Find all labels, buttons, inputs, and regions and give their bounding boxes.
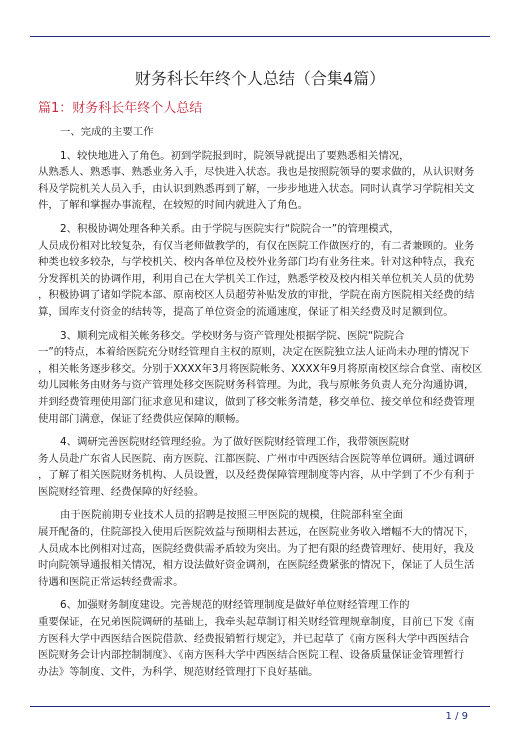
paragraph-line: 一”的特点，本着给医院充分财经管理自主权的原则，决定在医院独立法人证尚未办理的情况下 [38, 346, 470, 359]
paragraph-line: 科及学院机关人员入手，由认识到熟悉再到了解，一步步地进入状态。同时认真学习学院相关文 [38, 182, 475, 195]
paragraph-line: ，积极协调了诸如学院本部、原南校区人员超劳补贴发放的审批，学院在南方医院相关经费的结 [38, 289, 475, 302]
paragraph-line: 种类也较多较杂，与学校机关、校内各单位及校外业务部门均有业务往来。针对这种特点，我充 [38, 256, 475, 269]
paragraph-line: 办法》等制度、文件，为科学、规范财经管理打下良好基础。 [38, 665, 319, 678]
paragraph-line: 务人员赴广东省人民医院、南方医院、江都医院、广州市中西医结合医院等单位调研。通过调研 [38, 452, 475, 465]
page-indicator: 1 / 9 [445, 711, 468, 722]
paragraph-line: 6、加强财务制度建设。完善规范的财经管理制度是做好单位财经管理工作的 [60, 599, 410, 612]
paragraph-line: 医院财务会计内部控制制度》、《南方医科大学中西医结合医院工程、设备质量保证金管理暂行 [38, 649, 465, 662]
paragraph-line: 重要保证，在兄弟医院调研的基础上，我牵头起草制订相关财经管理规章制度，目前已下发《南 [38, 616, 475, 629]
paragraph-line: 从熟悉人、熟悉事、熟悉业务入手，尽快进入状态。我也是按照院领导的要求做的，从认识财务 [38, 166, 475, 179]
section-heading: 篇1：财务科长年终个人总结 [38, 101, 203, 116]
paragraph-line: 4、调研完善医院财经管理经验。为了做好医院财经管理工作，我带领医院财 [60, 436, 410, 449]
paragraph-line: 算，国库支付资金的结转等，提高了单位资金的流通速度，保证了相关经费及时足额到位。 [38, 305, 454, 318]
paragraph-line: 方医科大学中西医结合医院借款、经费报销暂行规定》，并已起草了《南方医科大学中西医结合 [38, 632, 470, 645]
paragraph-line: 分发挥机关的协调作用，利用自己在大学机关工作过，熟悉学校及校内相关单位机关人员的优势 [38, 272, 475, 285]
paragraph [38, 328, 490, 428]
paragraph [38, 597, 490, 680]
paragraph [38, 507, 490, 590]
paragraph [38, 221, 490, 321]
footer-rule [30, 706, 490, 707]
paragraph-line: 1、较快地进入了角色。初到学院报到时，院领导就提出了要熟悉相关情况， [60, 149, 410, 162]
paragraph-line: 并到经费管理使用部门征求意见和建议，做到了移交帐务清楚，移交单位、接交单位和经费管理 [38, 395, 475, 408]
paragraph-line: 展开配备的，住院部投入使用后医院效益与预期相去甚远，在医院业务收入增幅不大的情况下， [38, 526, 475, 539]
paragraph-line: 人员成本比例相对过高，医院经费供需矛盾较为突出。为了把有限的经费管理好、使用好，我及 [38, 542, 475, 555]
paragraph-line: ，了解了相关医院财务机构、人员设置，以及经费保障管理制度等内容，从中学到了不少有利于 [38, 469, 475, 482]
paragraph [38, 148, 490, 214]
paragraph-line: 幼儿园帐务由财务与资产管理处移交医院财务科管理。为此，我与原帐务负责人充分沟通协调， [38, 379, 475, 392]
paragraph-line: 医院财经管理、经费保障的好经验。 [38, 485, 205, 498]
document-body [38, 124, 490, 680]
paragraph-line: 一、完成的主要工作 [60, 126, 154, 138]
paragraph-line: 2、积极协调处理各种关系。由于学院与医院实行“院院合一”的管理模式， [60, 222, 400, 235]
paragraph-line: 件，了解和掌握办事流程，在较短的时间内就进入了角色。 [38, 199, 309, 212]
document-title: 财务科长年终个人总结（合集4篇） [134, 69, 386, 88]
paragraph [38, 434, 490, 500]
paragraph-line: 时向院领导通报相关情况，相方设法做好资金调剂，在医院经费紧张的情况下，保证了人员生活 [38, 559, 475, 572]
paragraph-line: ，相关帐务逐步移交。分别于XXXX年3月将医院帐务、XXXX年9月将原南校区综合食堂、南校区 [38, 362, 483, 375]
header-rule [30, 36, 490, 37]
paragraph-line: 3、顺利完成相关帐务移交。学校财务与资产管理处根据学院、医院“院院合 [60, 329, 405, 342]
paragraph-line: 待遇和医院正常运转经费需求。 [38, 575, 184, 588]
paragraph-line: 由于医院前期专业技术人员的招聘是按照三甲医院的规模，住院部科室全面 [60, 509, 403, 522]
paragraph-heading [38, 124, 490, 141]
paragraph-line: 人员成份相对比较复杂，有仅当老师做教学的，有仅在医院工作做医疗的，有二者兼顾的。业务 [38, 239, 475, 252]
paragraph-line: 使用部门满意，保证了经费供应保障的顺畅。 [38, 412, 246, 425]
